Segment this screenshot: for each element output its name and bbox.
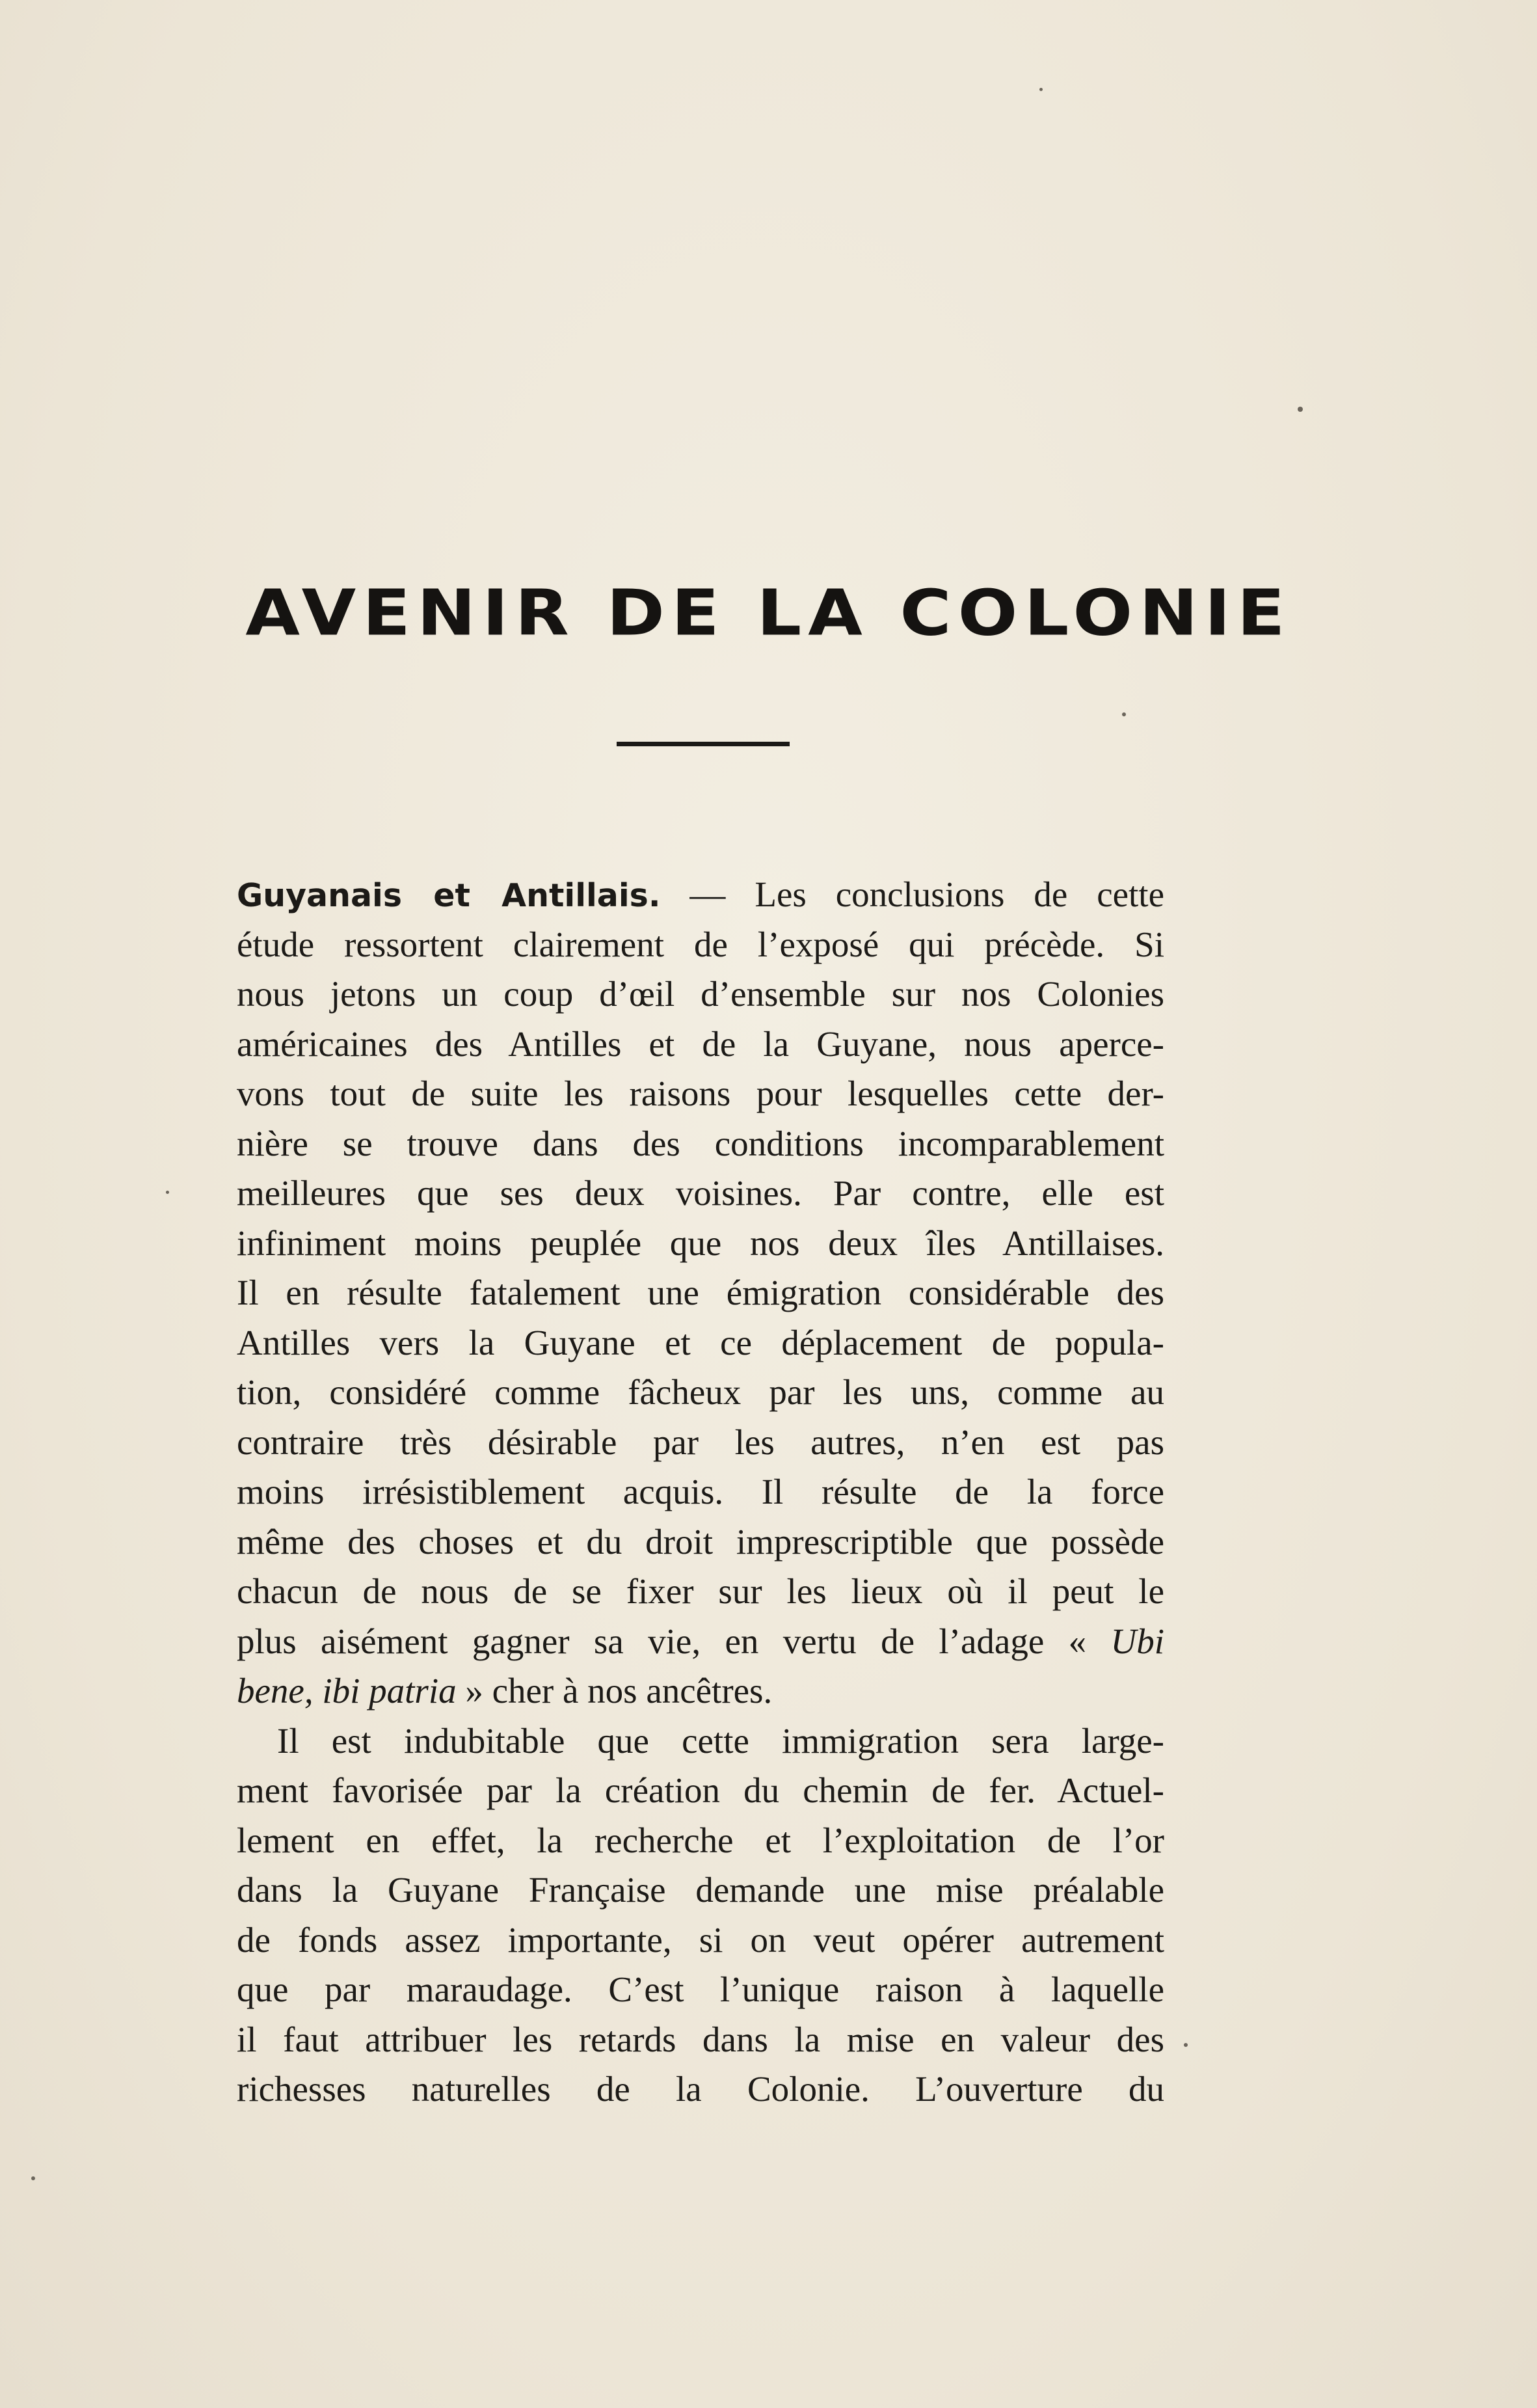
paper-speck <box>1298 407 1303 412</box>
text-span: — Les conclusions de cette <box>660 874 1164 914</box>
chapter-title: AVENIR DE LA COLONIE <box>245 576 1292 650</box>
text-line: richesses naturelles de la Colonie. L’ouverture du <box>237 2069 1164 2109</box>
text-line: chacun de nous de se fixer sur les lieux où il peut le <box>237 1571 1164 1611</box>
text-line: étude ressortent clairement de l’exposé qui précède. Si <box>237 924 1164 964</box>
text-line: lement en effet, la recherche et l’exploitation de l’or <box>237 1820 1164 1860</box>
paper-speck <box>1122 712 1126 716</box>
paper-speck <box>1039 88 1043 91</box>
text-line <box>237 870 1164 920</box>
text-line <box>237 1617 1164 1667</box>
text-line: vons tout de suite les raisons pour lesquelles cette der- <box>237 1074 1164 1113</box>
text-line: nous jetons un coup d’œil d’ensemble sur nos Colonies <box>237 974 1164 1014</box>
paper-speck <box>31 2176 35 2180</box>
text-line: il faut attribuer les retards dans la mise en valeur des <box>237 2019 1164 2059</box>
text-line: tion, considéré comme fâcheux par les uns, comme au <box>237 1372 1164 1412</box>
latin-quote: Ubi <box>1110 1621 1164 1661</box>
text-line: Il en résulte fatalement une émigration considérable des <box>237 1273 1164 1312</box>
title-divider-rule <box>617 742 790 746</box>
text-line <box>237 1666 1164 1716</box>
text-line: meilleures que ses deux voisines. Par contre, elle est <box>237 1173 1164 1213</box>
section-heading: Guyanais et Antillais. <box>237 877 661 914</box>
paper-speck <box>1184 2043 1188 2047</box>
text-line: de fonds assez importante, si on veut opérer autrement <box>237 1919 1164 1960</box>
text-span: plus aisément gagner sa vie, en vertu de l’adage « <box>237 1621 1111 1661</box>
text-line: Antilles vers la Guyane et ce déplacement de popula- <box>237 1322 1164 1362</box>
latin-quote: bene, ibi patria <box>237 1671 457 1711</box>
text-span: » cher à nos ancêtres. <box>456 1671 773 1711</box>
text-line: contraire très désirable par les autres, n’en est pas <box>237 1422 1164 1462</box>
text-line: que par maraudage. C’est l’unique raison à laquelle <box>237 1969 1164 2009</box>
paper-speck <box>166 1191 169 1194</box>
text-line: nière se trouve dans des conditions incomparablement <box>237 1123 1164 1163</box>
text-line: Il est indubitable que cette immigration sera large- <box>277 1720 1164 1761</box>
text-line: dans la Guyane Française demande une mise préalable <box>237 1870 1164 1910</box>
text-line: même des choses et du droit imprescriptible que possède <box>237 1521 1164 1562</box>
text-line: ment favorisée par la création du chemin de fer. Actuel- <box>237 1770 1164 1810</box>
text-line: américaines des Antilles et de la Guyane, nous aperce- <box>237 1023 1164 1064</box>
text-line: moins irrésistiblement acquis. Il résulte de la force <box>237 1472 1164 1511</box>
body-text <box>237 870 1164 2115</box>
text-line: infiniment moins peuplée que nos deux îles Antillaises. <box>237 1223 1164 1263</box>
